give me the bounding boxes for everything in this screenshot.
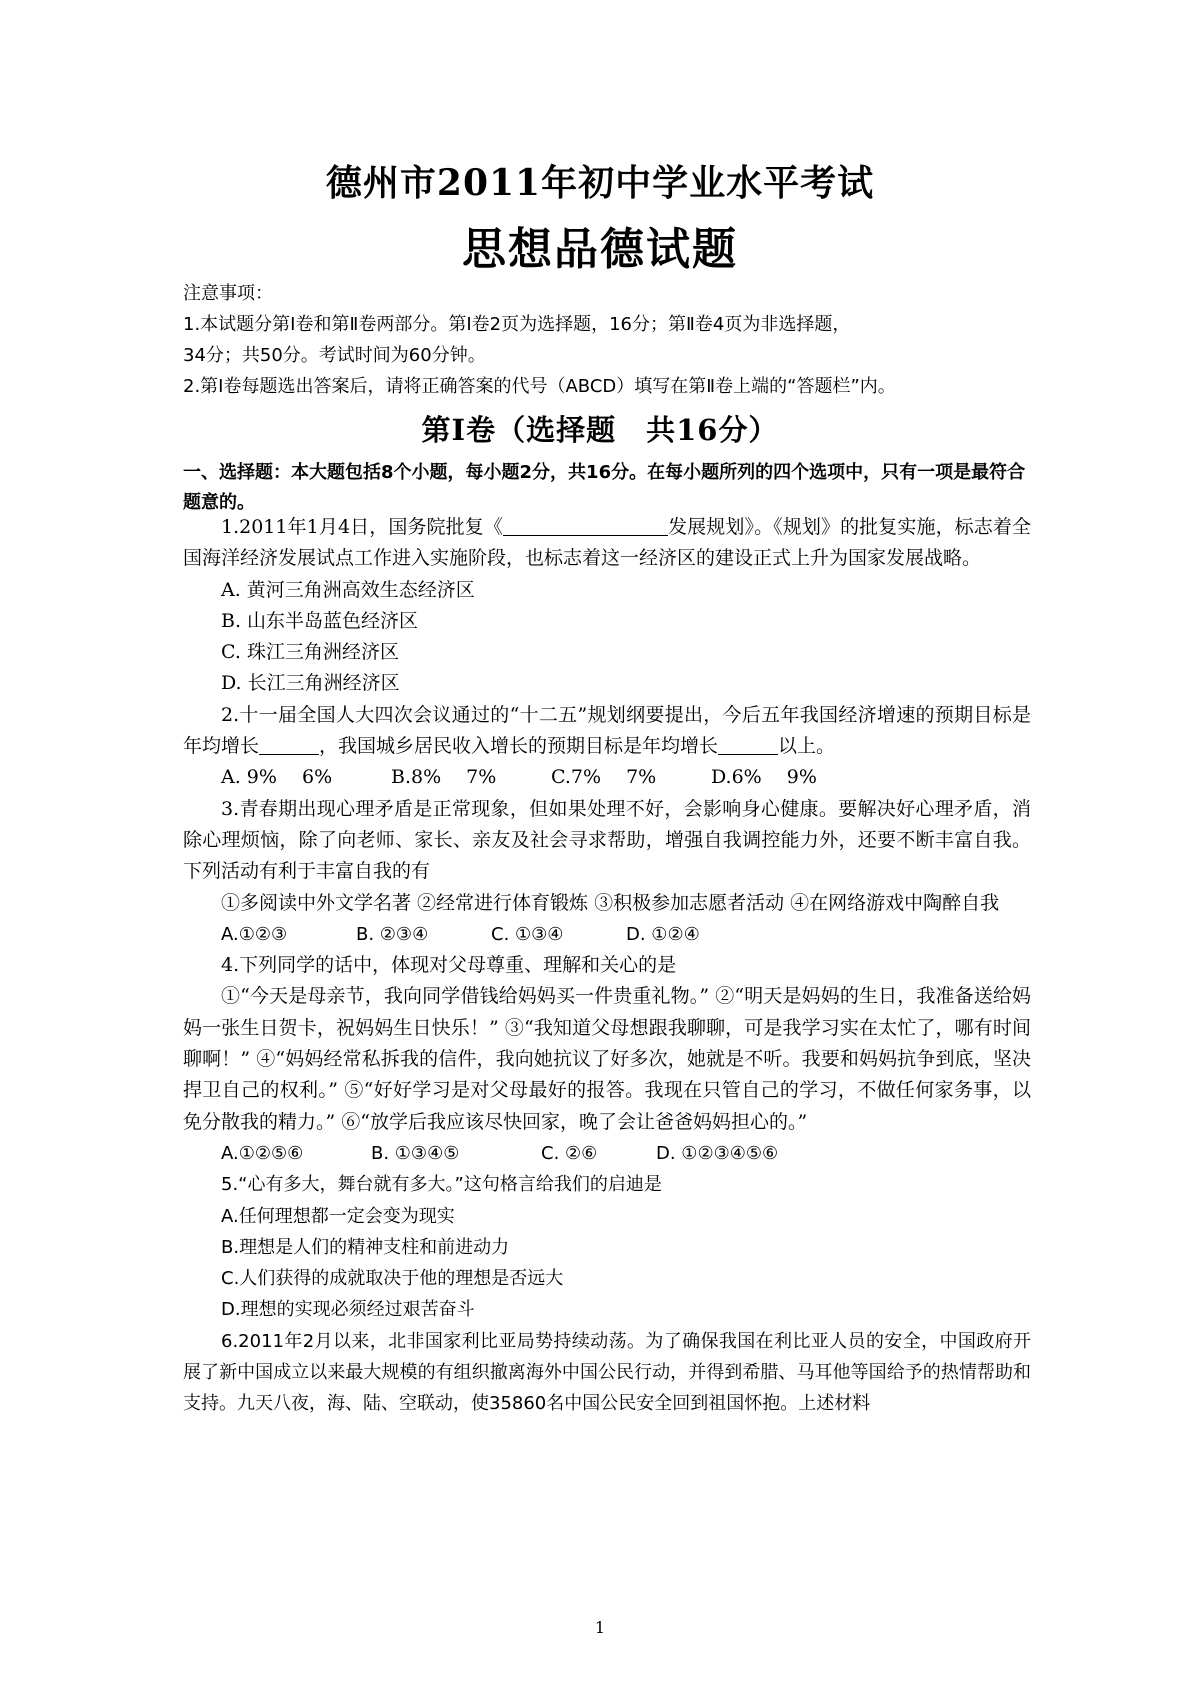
question-4-items: ①“今天是母亲节，我向同学借钱给妈妈买一件贵重礼物。” ②“明天是妈妈的生日，我准备送给妈妈一张生日贺卡，祝妈妈生日快乐！” ③“我知道父母想跟我聊聊，可是我学习实在太忙了，哪有时间聊啊！” ④“妈妈经常私拆我的信件，我向她抗议了好多次，她就是不听。我要和妈妈抗争到底，坚决捍卫自己的权利。” ⑤“好好学习是对父母最好的报答。我现在只管自己的学习，不做任何家务事，以免分散我的精力。” ⑥“放学后我应该尽快回家，晚了会让爸爸妈妈担心的。”	[183, 985, 1031, 1133]
q2-options	[183, 762, 1031, 793]
q4-option-b: B. ①③④⑤	[371, 1142, 460, 1164]
q3-option-a: A.①②③	[221, 923, 288, 945]
q3-option-d: D. ①②④	[626, 923, 700, 945]
page-number: 1	[594, 1618, 606, 1637]
q1-stem-before: 1.2011年1月4日，国务院批复《	[221, 516, 503, 538]
q3-options	[183, 919, 1031, 950]
q2-stem-part2: ，我国城乡居民收入增长的预期目标是年均增长	[319, 735, 719, 758]
q2-option-b: B.8% 7%	[391, 766, 497, 789]
q1-option-d: D. 长江三角洲经济区	[221, 672, 400, 695]
q2-stem-part1: 2.十一届全国人大四次会议通过的“十二五”规划纲要提出，今后五年我国经济增速的预期目标是年均增长	[183, 703, 1031, 758]
question-3-stem: 3.青春期出现心理矛盾是正常现象，但如果处理不好，会影响身心健康。要解决好心理矛盾，消除心理烦恼，除了向老师、家长、亲友及社会寻求帮助，增强自我调控能力外，还要不断丰富自我。下列活动有利于丰富自我的有	[183, 797, 1031, 883]
q2-option-a: A. 9% 6%	[221, 766, 333, 789]
question-5-stem: 5.“心有多大，舞台就有多大。”这句格言给我们的启迪是	[221, 1174, 662, 1196]
section-instructions: 一、选择题：本大题包括8个小题，每小题2分，共16分。在每小题所列的四个选项中，只有一项是最符合题意的。	[183, 462, 1026, 513]
question-1-stem	[183, 512, 1031, 575]
q2-blank-1	[259, 734, 319, 755]
notes-heading: 注意事项：	[183, 283, 273, 304]
q1-stem-after: 发展规划》。《规划》的批复实施，标志着全国海洋经济发展试点工作进入实施阶段，也标志着这一经济区的建设正式上升为国家发展战略。	[183, 516, 1031, 570]
q4-option-c: C. ②⑥	[541, 1142, 598, 1164]
q5-option-a: A.任何理想都一定会变为现实	[221, 1205, 455, 1227]
question-3-items: ①多阅读中外文学名著 ②经常进行体育锻炼 ③积极参加志愿者活动 ④在网络游戏中陶醉自我	[221, 891, 1000, 914]
section-title: 第Ⅰ卷（选择题 共16分）	[421, 413, 779, 447]
notes-item-2: 2.第Ⅰ卷每题选出答案后，请将正确答案的代号（ABCD）填写在第Ⅱ卷上端的“答题栏”内。	[183, 376, 896, 397]
q4-options	[183, 1138, 1031, 1169]
question-2-stem	[183, 700, 1031, 763]
q5-option-b: B.理想是人们的精神支柱和前进动力	[221, 1236, 510, 1258]
exam-title: 德州市2011年初中学业水平考试	[325, 162, 875, 204]
q2-stem-part3: 以上。	[778, 735, 836, 758]
questions-body	[183, 512, 1031, 1420]
notes-item-1-line-2: 34分；共50分。考试时间为60分钟。	[183, 345, 486, 366]
q5-option-d: D.理想的实现必须经过艰苦奋斗	[221, 1299, 475, 1321]
question-6-stem: 6.2011年2月以来，北非国家利比亚局势持续动荡。为了确保我国在利比亚人员的安全，中国政府开展了新中国成立以来最大规模的有组织撤离海外中国公民行动，并得到希腊、马耳他等国给予的热情帮助和支持。九天八夜，海、陆、空联动，使35860名中国公民安全回到祖国怀抱。上述材料	[183, 1330, 1031, 1415]
question-4-stem: 4.下列同学的话中，体现对父母尊重、理解和关心的是	[221, 954, 677, 977]
q1-option-b: B. 山东半岛蓝色经济区	[221, 609, 419, 632]
q4-option-d: D. ①②③④⑤⑥	[656, 1142, 779, 1164]
subject-title: 思想品德试题	[462, 224, 738, 275]
q4-option-a: A.①②⑤⑥	[221, 1142, 304, 1164]
q2-option-c: C.7% 7%	[551, 766, 657, 789]
notes-item-1-line-1: 1.本试题分第Ⅰ卷和第Ⅱ卷两部分。第Ⅰ卷2页为选择题，16分；第Ⅱ卷4页为非选择题，	[183, 314, 851, 335]
q1-option-c: C. 珠江三角洲经济区	[221, 641, 399, 664]
q2-option-d: D.6% 9%	[711, 766, 817, 789]
q2-blank-2	[718, 734, 778, 755]
q1-blank	[503, 515, 668, 536]
q1-option-a: A. 黄河三角洲高效生态经济区	[221, 578, 475, 601]
q5-option-c: C.人们获得的成就取决于他的理想是否远大	[221, 1268, 564, 1290]
notes-block	[183, 278, 1043, 402]
q3-option-c: C. ①③④	[491, 923, 564, 945]
q3-option-b: B. ②③④	[356, 923, 429, 945]
